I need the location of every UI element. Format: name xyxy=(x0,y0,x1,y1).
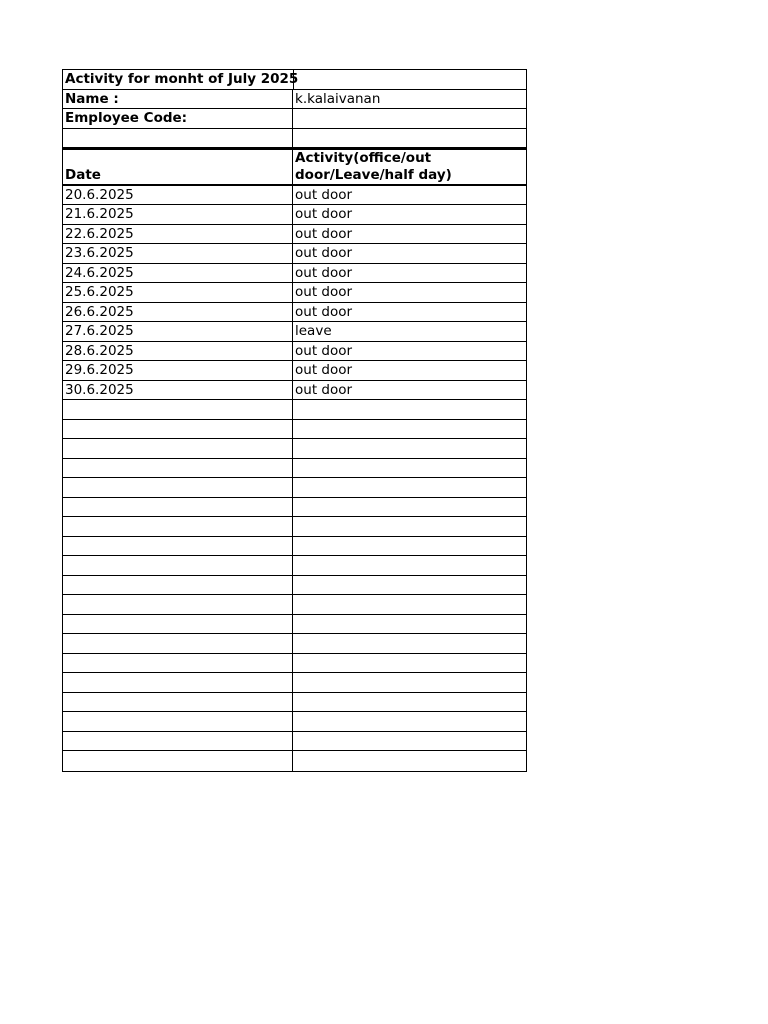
activity-cell[interactable] xyxy=(293,517,526,536)
activity-column-header[interactable]: Activity(office/out door/Leave/half day) xyxy=(295,149,452,183)
activity-cell[interactable] xyxy=(293,634,526,653)
activity-cell[interactable]: out door xyxy=(295,303,353,320)
date-cell[interactable] xyxy=(63,595,293,614)
table-row xyxy=(63,244,526,264)
activity-cell[interactable]: out door xyxy=(295,206,353,222)
activity-cell[interactable]: out door xyxy=(295,284,353,300)
table-row xyxy=(63,264,526,284)
activity-cell[interactable] xyxy=(293,556,526,575)
activity-cell[interactable]: out door xyxy=(295,381,353,398)
table-row xyxy=(63,205,526,225)
table-row xyxy=(63,732,526,752)
table-row xyxy=(63,634,526,654)
activity-cell[interactable] xyxy=(293,751,526,771)
table-row xyxy=(63,615,526,635)
table-row xyxy=(63,556,526,576)
date-cell[interactable] xyxy=(63,400,293,419)
date-cell[interactable] xyxy=(63,693,293,712)
table-row xyxy=(63,459,526,479)
table-row xyxy=(63,654,526,674)
date-cell[interactable] xyxy=(63,498,293,517)
date-cell[interactable] xyxy=(63,439,293,458)
name-label[interactable]: Name : xyxy=(63,90,293,109)
date-cell[interactable] xyxy=(63,732,293,751)
name-value[interactable]: k.kalaivanan xyxy=(295,90,381,107)
activity-cell[interactable] xyxy=(293,400,526,419)
date-cell[interactable] xyxy=(63,556,293,575)
activity-cell[interactable]: out door xyxy=(295,264,353,281)
activity-cell[interactable]: out door xyxy=(295,186,353,203)
date-cell[interactable] xyxy=(63,634,293,653)
table-row xyxy=(63,478,526,498)
date-cell[interactable] xyxy=(63,420,293,439)
table-row xyxy=(63,537,526,557)
date-cell[interactable] xyxy=(63,517,293,536)
table-row xyxy=(63,186,526,206)
activity-cell[interactable]: out door xyxy=(295,225,353,242)
table-row xyxy=(63,595,526,615)
date-cell[interactable]: 28.6.2025 xyxy=(63,342,293,361)
date-cell[interactable] xyxy=(63,615,293,634)
activity-cell[interactable] xyxy=(293,478,526,497)
date-cell[interactable] xyxy=(63,459,293,478)
table-row xyxy=(63,322,526,342)
date-cell[interactable]: 27.6.2025 xyxy=(63,322,293,341)
activity-cell[interactable] xyxy=(293,537,526,556)
sheet-title[interactable]: Activity for monht of July 2025 xyxy=(65,71,299,87)
table-row xyxy=(63,283,526,303)
date-cell[interactable]: 30.6.2025 xyxy=(63,381,293,400)
employee-code-value[interactable] xyxy=(293,109,526,128)
empty-cell[interactable] xyxy=(63,129,293,147)
table-header-row xyxy=(63,148,526,186)
table-row xyxy=(63,439,526,459)
activity-cell[interactable] xyxy=(293,712,526,731)
table-row xyxy=(63,225,526,245)
activity-cell[interactable]: leave xyxy=(295,323,332,339)
table-row xyxy=(63,712,526,732)
activity-cell[interactable] xyxy=(293,732,526,751)
activity-cell[interactable]: out door xyxy=(295,362,353,378)
employee-code-row xyxy=(63,109,526,129)
activity-cell[interactable] xyxy=(293,439,526,458)
date-column-header[interactable]: Date xyxy=(63,150,293,184)
activity-cell[interactable] xyxy=(293,420,526,439)
date-cell[interactable] xyxy=(63,673,293,692)
activity-cell[interactable] xyxy=(293,595,526,614)
date-cell[interactable]: 23.6.2025 xyxy=(63,244,293,263)
activity-cell[interactable] xyxy=(293,673,526,692)
title-empty-cell[interactable] xyxy=(293,70,526,89)
activity-cell[interactable] xyxy=(293,654,526,673)
table-row xyxy=(63,342,526,362)
activity-cell[interactable]: out door xyxy=(295,342,353,359)
date-cell[interactable] xyxy=(63,537,293,556)
activity-cell[interactable] xyxy=(293,576,526,595)
date-cell[interactable]: 29.6.2025 xyxy=(63,361,293,380)
date-cell[interactable] xyxy=(63,478,293,497)
table-row xyxy=(63,381,526,401)
table-row xyxy=(63,498,526,518)
date-cell[interactable]: 21.6.2025 xyxy=(63,205,293,224)
table-row xyxy=(63,303,526,323)
name-row xyxy=(63,90,526,110)
date-cell[interactable] xyxy=(63,654,293,673)
activity-cell[interactable] xyxy=(293,459,526,478)
activity-sheet xyxy=(62,69,527,772)
employee-code-label[interactable]: Employee Code: xyxy=(63,109,293,128)
activity-cell[interactable] xyxy=(293,498,526,517)
table-row xyxy=(63,361,526,381)
date-cell[interactable]: 24.6.2025 xyxy=(63,264,293,283)
table-row xyxy=(63,576,526,596)
table-row xyxy=(63,517,526,537)
empty-cell[interactable] xyxy=(293,129,526,147)
date-cell[interactable] xyxy=(63,576,293,595)
date-cell[interactable]: 22.6.2025 xyxy=(63,225,293,244)
title-row xyxy=(63,70,526,90)
table-row xyxy=(63,400,526,420)
table-row xyxy=(63,751,526,771)
spacer-row xyxy=(63,129,526,148)
date-cell[interactable]: 25.6.2025 xyxy=(63,283,293,302)
activity-cell[interactable]: out door xyxy=(295,245,353,261)
activity-cell[interactable] xyxy=(293,615,526,634)
table-body xyxy=(63,186,526,771)
date-cell[interactable] xyxy=(63,712,293,731)
date-cell[interactable] xyxy=(63,751,293,771)
date-cell[interactable]: 20.6.2025 xyxy=(63,186,293,205)
table-row xyxy=(63,673,526,693)
table-row xyxy=(63,693,526,713)
table-row xyxy=(63,420,526,440)
activity-cell[interactable] xyxy=(293,693,526,712)
date-cell[interactable]: 26.6.2025 xyxy=(63,303,293,322)
